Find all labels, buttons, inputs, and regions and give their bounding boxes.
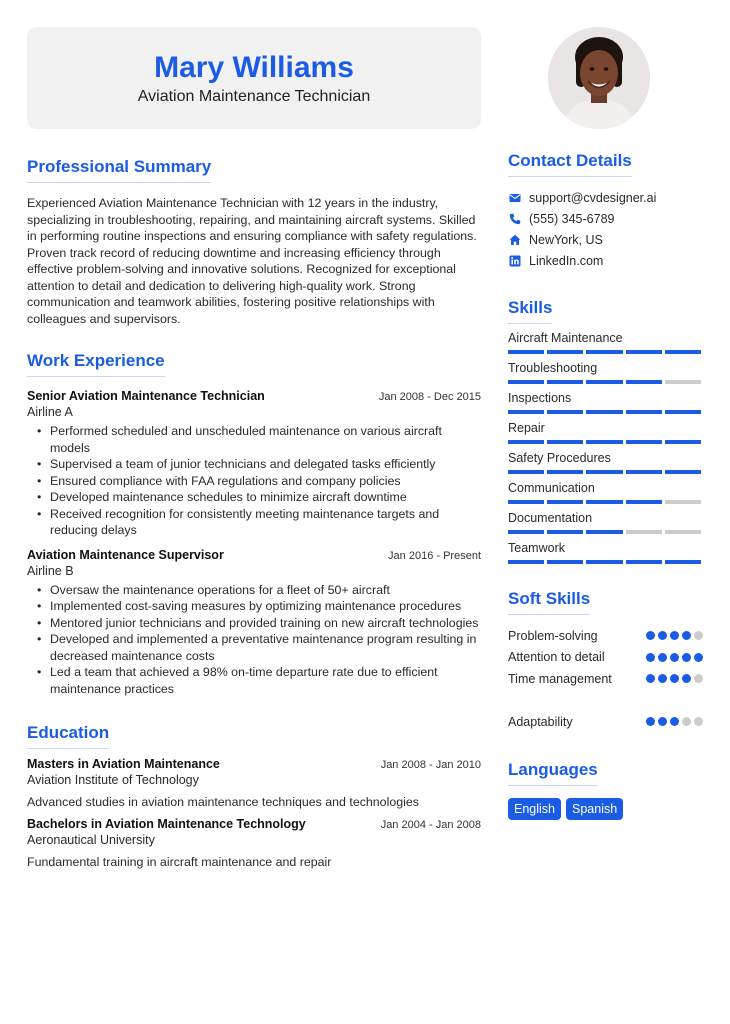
skill-name: Safety Procedures <box>508 451 611 465</box>
skill-bar-segment <box>547 530 583 534</box>
soft-skill-name: Adaptability <box>508 714 573 729</box>
list-item: • Performed scheduled and unscheduled maintenance on various aircraft models <box>27 423 481 456</box>
contact-location <box>508 229 703 250</box>
rating-dot <box>694 674 703 683</box>
skill-bar-segment <box>586 560 622 564</box>
school-name: Aeronautical University <box>27 833 155 847</box>
rating-dot <box>670 631 679 640</box>
contact-text: support@cvdesigner.ai <box>529 190 657 205</box>
skill-name: Aircraft Maintenance <box>508 331 623 345</box>
skill-item <box>508 450 703 474</box>
skill-bar-segment <box>665 410 701 414</box>
rating-dot <box>646 674 655 683</box>
job-entry <box>27 548 481 698</box>
skill-name: Inspections <box>508 391 572 405</box>
education-dates: Jan 2004 - Jan 2008 <box>380 819 481 831</box>
job-dates: Jan 2008 - Dec 2015 <box>378 391 481 403</box>
skill-bar-segment <box>508 410 544 414</box>
education-heading: Education <box>27 722 109 749</box>
rating-dot <box>682 674 691 683</box>
skill-bar-segment <box>547 470 583 474</box>
languages-heading: Languages <box>508 759 598 786</box>
skill-bar-segment <box>626 500 662 504</box>
job-organization: Airline B <box>27 563 74 578</box>
rating-dot <box>682 717 691 726</box>
skill-bar-segment <box>508 350 544 354</box>
soft-skill-rating <box>646 653 703 662</box>
job-entry <box>27 389 481 539</box>
education-dates: Jan 2008 - Jan 2010 <box>380 759 481 771</box>
skill-bar-segment <box>586 410 622 414</box>
rating-dot <box>658 631 667 640</box>
skill-bar-segment <box>626 530 662 534</box>
list-item: • Implemented cost-saving measures by optimizing maintenance procedures <box>27 598 481 615</box>
skill-bar-segment <box>586 350 622 354</box>
candidate-title: Aviation Maintenance Technician <box>137 88 371 105</box>
soft-skill-name: Problem-solving <box>508 628 598 643</box>
experience-heading: Work Experience <box>27 350 165 377</box>
skill-bar-segment <box>508 380 544 384</box>
profile-photo <box>548 27 650 129</box>
rating-dot <box>646 631 655 640</box>
skill-level-bar <box>508 380 701 384</box>
linkedin-icon <box>508 254 522 268</box>
contact-text: (555) 345-6789 <box>529 211 615 226</box>
list-item: • Oversaw the maintenance operations for a fleet of 50+ aircraft <box>27 582 481 599</box>
skills-heading: Skills <box>508 297 552 324</box>
education-description: Advanced studies in aviation maintenance techniques and technologies <box>27 795 419 809</box>
soft-skill-item <box>508 690 703 712</box>
skill-bar-segment <box>665 380 701 384</box>
skill-name: Teamwork <box>508 541 565 555</box>
summary-text: Experienced Aviation Maintenance Technician with 12 years in the industry, specializing in troubleshooting, repairing, and maintaining aircraft systems. Skilled in performing routine inspections and ensuring compliance with safety regulations. Proven track record of reducing downtime and increasing efficiency through effective problem-solving and innovative solutions. Recognized for exceptional attention to detail and dedication to delivering high-quality work. Strong communication and teamwork abilities, fostering positive relationships with colleagues and supervisors. <box>27 196 477 326</box>
skill-bar-segment <box>508 440 544 444</box>
skill-item <box>508 330 703 354</box>
job-organization: Airline A <box>27 405 73 419</box>
contact-text: LinkedIn.com <box>529 253 604 268</box>
skills-list <box>508 330 703 564</box>
skill-bar-segment <box>586 530 622 534</box>
skill-bar-segment <box>665 530 701 534</box>
skill-bar-segment <box>508 530 544 534</box>
skill-bar-segment <box>547 500 583 504</box>
rating-dot <box>658 717 667 726</box>
language-badge: Spanish <box>566 798 623 820</box>
soft-skills-heading: Soft Skills <box>508 588 590 615</box>
rating-dot <box>682 631 691 640</box>
rating-dot <box>658 674 667 683</box>
skill-bar-segment <box>665 560 701 564</box>
skill-level-bar <box>508 500 701 504</box>
soft-skill-name: Time management <box>508 671 612 686</box>
contact-linkedin[interactable] <box>508 250 703 271</box>
rating-dot <box>670 653 679 662</box>
soft-skill-rating <box>646 674 703 683</box>
skill-name: Documentation <box>508 511 593 525</box>
skill-bar-segment <box>508 500 544 504</box>
contact-list <box>508 187 703 271</box>
skill-bar-segment <box>547 440 583 444</box>
skill-bar-segment <box>547 350 583 354</box>
side-column <box>508 150 703 820</box>
skill-bar-segment <box>626 560 662 564</box>
skill-item <box>508 360 703 384</box>
skill-item <box>508 510 703 534</box>
skill-bar-segment <box>626 440 662 444</box>
contact-text: NewYork, US <box>529 232 603 247</box>
phone-icon <box>508 212 522 226</box>
soft-skill-item <box>508 668 703 690</box>
skill-bar-segment <box>586 500 622 504</box>
list-item: • Received recognition for consistently meeting maintenance targets and reducing delays <box>27 506 481 539</box>
skill-item <box>508 540 703 564</box>
skill-bar-segment <box>665 440 701 444</box>
skill-level-bar <box>508 470 701 474</box>
education-description: Fundamental training in aircraft maintenance and repair <box>27 855 332 869</box>
skill-bar-segment <box>586 470 622 474</box>
skill-item <box>508 480 703 504</box>
skill-bar-segment <box>626 350 662 354</box>
skill-bar-segment <box>665 500 701 504</box>
rating-dot <box>670 717 679 726</box>
job-bullets <box>27 423 481 539</box>
skill-bar-segment <box>547 410 583 414</box>
summary-heading: Professional Summary <box>27 156 211 183</box>
degree-name: Masters in Aviation Maintenance <box>27 757 220 771</box>
skill-bar-segment <box>626 380 662 384</box>
skill-bar-segment <box>626 470 662 474</box>
rating-dot <box>646 653 655 662</box>
list-item: • Ensured compliance with FAA regulations and company policies <box>27 473 481 490</box>
list-item: • Supervised a team of junior technicians and delegated tasks efficiently <box>27 456 481 473</box>
list-item: • Led a team that achieved a 98% on-time departure rate due to efficient maintenance practices <box>27 664 481 697</box>
skill-level-bar <box>508 350 701 354</box>
skill-name: Communication <box>508 481 595 495</box>
skill-item <box>508 420 703 444</box>
list-item: • Mentored junior technicians and provided training on new aircraft technologies <box>27 615 481 632</box>
skill-item <box>508 390 703 414</box>
job-role: Aviation Maintenance Supervisor <box>27 547 224 562</box>
skill-bar-segment <box>586 380 622 384</box>
contact-heading: Contact Details <box>508 150 632 177</box>
candidate-name: Mary Williams <box>154 51 354 84</box>
rating-dot <box>682 653 691 662</box>
soft-skill-name: Attention to detail <box>508 650 605 665</box>
skill-bar-segment <box>547 560 583 564</box>
skill-bar-segment <box>508 470 544 474</box>
job-role: Senior Aviation Maintenance Technician <box>27 389 265 403</box>
soft-skills-list <box>508 625 703 733</box>
soft-skill-rating <box>646 631 703 640</box>
language-badge: English <box>508 798 561 820</box>
rating-dot <box>658 653 667 662</box>
skill-level-bar <box>508 530 701 534</box>
skill-bar-segment <box>547 380 583 384</box>
skill-bar-segment <box>626 410 662 414</box>
soft-skill-item <box>508 647 703 669</box>
header-box <box>27 27 481 129</box>
main-column <box>27 156 481 869</box>
skill-level-bar <box>508 560 701 564</box>
languages-list <box>508 798 703 820</box>
skill-level-bar <box>508 410 701 414</box>
skill-name: Repair <box>508 421 545 435</box>
profile-photo-image <box>548 27 650 129</box>
job-dates: Jan 2016 - Present <box>388 549 481 562</box>
home-icon <box>508 233 522 247</box>
soft-skill-item <box>508 625 703 647</box>
rating-dot <box>694 631 703 640</box>
skill-bar-segment <box>586 440 622 444</box>
skill-bar-segment <box>508 560 544 564</box>
job-bullets <box>27 582 481 698</box>
education-entry <box>27 817 481 869</box>
education-entry <box>27 757 481 809</box>
rating-dot <box>670 674 679 683</box>
soft-skill-item <box>508 711 703 733</box>
school-name: Aviation Institute of Technology <box>27 773 199 787</box>
rating-dot <box>694 717 703 726</box>
contact-phone[interactable] <box>508 208 703 229</box>
rating-dot <box>646 717 655 726</box>
contact-email[interactable] <box>508 187 703 208</box>
skill-level-bar <box>508 440 701 444</box>
rating-dot <box>694 653 703 662</box>
degree-name: Bachelors in Aviation Maintenance Technology <box>27 817 306 831</box>
skill-bar-segment <box>665 470 701 474</box>
skill-name: Troubleshooting <box>508 361 598 375</box>
envelope-icon <box>508 191 522 205</box>
list-item: • Developed maintenance schedules to minimize aircraft downtime <box>27 489 481 506</box>
list-item: • Developed and implemented a preventative maintenance program resulting in decreased maintenance costs <box>27 631 481 664</box>
skill-bar-segment <box>665 350 701 354</box>
soft-skill-rating <box>646 717 703 726</box>
